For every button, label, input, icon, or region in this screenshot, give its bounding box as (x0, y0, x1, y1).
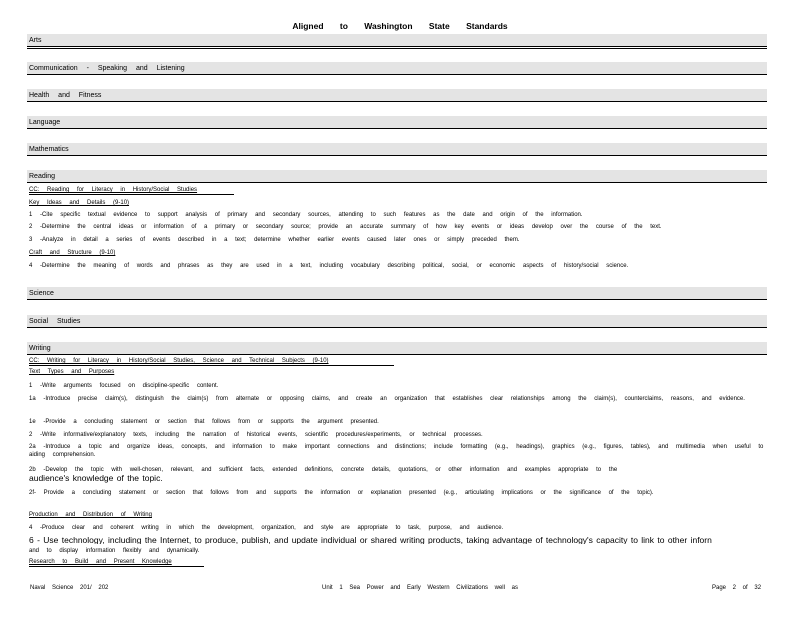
writing-production: Production and Distribution of Writing (29, 512, 152, 518)
writing-standard-2f: 2f- Provide a concluding statement or section that follows from and supports the information or explanation presented (e.g., articulating implications or the significance of the topic). (29, 490, 654, 496)
footer-page-number: Page 2 of 32 (712, 585, 762, 591)
writing-standard-6: 6 - Use technology, including the Internet, to produce, publish, and update individual or shared writing products, taking advantage of technology's capacity to link to other inforn (29, 536, 712, 544)
section-health: Health and Fitness (27, 89, 767, 102)
writing-standard-4: 4 -Produce clear and coherent writing in which the development, organization, and style are appropriate to task, purpose, and audience. (29, 525, 504, 531)
section-arts: Arts (27, 34, 767, 47)
writing-standard-6-continued: and to display information flexibly and dynamically. (29, 548, 200, 554)
page-title: Aligned to Washington State Standards (292, 21, 508, 31)
writing-standard-2: 2 -Write informative/explanatory texts, including the narration of historical events, scientific procedures/experiments, or technical processes. (29, 432, 483, 438)
section-science: Science (27, 287, 767, 300)
reading-standard-4: 4 -Determine the meaning of words and phrases as they are used in a text, including vocabulary describing political, social, or economic aspects of history/social science. (29, 263, 629, 269)
reading-craft-structure: Craft and Structure (9-10) (29, 250, 116, 256)
underline (29, 566, 204, 567)
writing-standard-2b-continued: audience's knowledge of the topic. (29, 473, 163, 483)
writing-standard-1e: 1e -Provide a concluding statement or section that follows from or supports the argument presented. (29, 419, 379, 425)
footer-unit: Unit 1 Sea Power and Early Western Civilizations well as (322, 585, 518, 591)
divider (27, 48, 767, 49)
section-language: Language (27, 116, 767, 129)
section-mathematics: Mathematics (27, 143, 767, 156)
reading-standard-1: 1 -Cite specific textual evidence to support analysis of primary and secondary sources, attending to such features as the date and origin of the information. (29, 212, 583, 218)
writing-cc-heading: CC: Writing for Literacy in History/Social Studies, Science and Technical Subjects (9-10) (29, 358, 329, 364)
underline (29, 194, 234, 195)
reading-standard-3: 3 -Analyze in detail a series of events described in a text; determine whether earlier events caused later ones or simply preceded them. (29, 237, 520, 243)
writing-research: Research to Build and Present Knowledge (29, 559, 172, 565)
writing-standard-1: 1 -Write arguments focused on discipline-specific content. (29, 383, 219, 389)
writing-text-types: Text Types and Purposes (29, 369, 115, 375)
writing-standard-2a: 2a -Introduce a topic and organize ideas, concepts, and information to make important connections and distinctions; include formatting (e.g., headings), graphics (e.g., figures, tables), and multimedia when useful to aiding comprehension. (29, 444, 764, 458)
writing-standard-2b: 2b -Develop the topic with well-chosen, relevant, and sufficient facts, extended definitions, concrete details, quotations, or other information and examples appropriate to the (29, 467, 618, 473)
footer-course: Naval Science 201/ 202 (30, 585, 109, 591)
reading-key-ideas: Key Ideas and Details (9-10) (29, 200, 130, 206)
section-communication: Communication - Speaking and Listening (27, 62, 767, 75)
section-reading: Reading (27, 170, 767, 183)
reading-cc-heading: CC: Reading for Literacy in History/Social Studies (29, 187, 198, 193)
reading-standard-2: 2 -Determine the central ideas or information of a primary or secondary source; provide an accurate summary of how key events or ideas develop over the course of the text. (29, 224, 662, 230)
section-social-studies: Social Studies (27, 315, 767, 328)
writing-standard-1a: 1a -Introduce precise claim(s), distinguish the claim(s) from alternate or opposing claims, and create an organization that establishes clear relationships among the claim(s), counterclaims, reasons, and evidence. (29, 396, 745, 402)
section-writing: Writing (27, 342, 767, 355)
underline (29, 365, 394, 366)
